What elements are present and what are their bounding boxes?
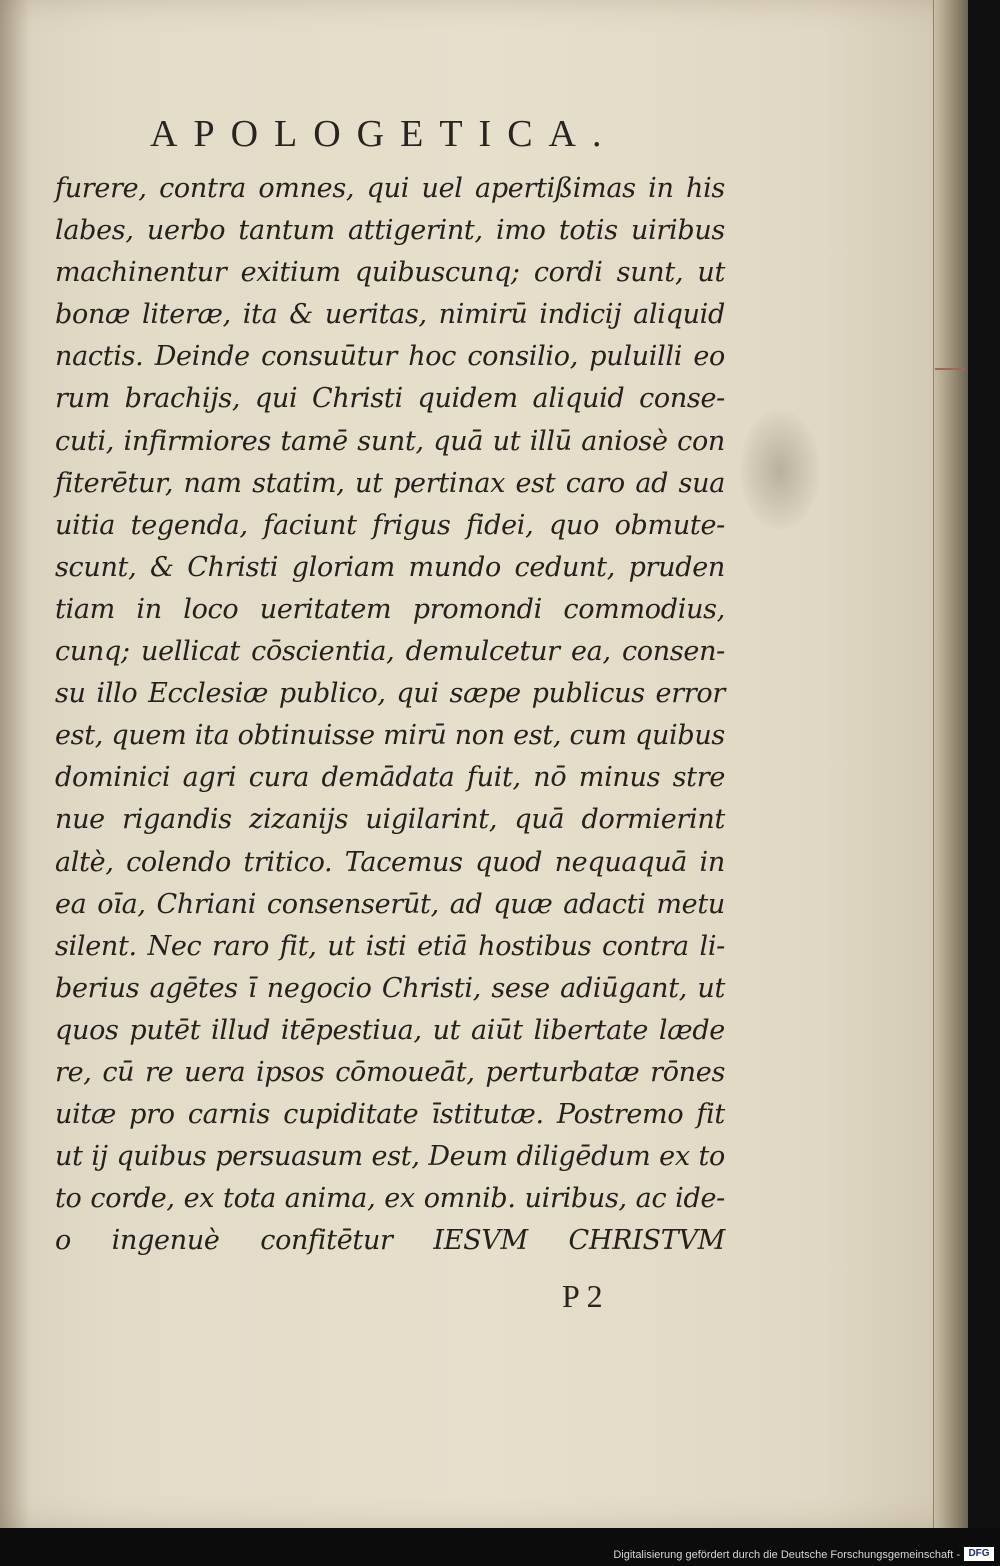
- text-line: uitia tegenda, faciunt frigus fidei, quo obmute-: [55, 509, 725, 541]
- text-line: labes, uerbo tantum attigerint, imo totis uiribus: [55, 215, 725, 247]
- text-line: silent. Nec raro fit, ut isti etiā hostibus contra li-: [55, 930, 725, 962]
- text-line: su illo Ecclesiæ publico, qui sæpe publicus error: [55, 678, 725, 710]
- text-line: tiam in loco ueritatem promondi commodius,: [55, 593, 725, 625]
- dfg-logo: DFG: [964, 1547, 994, 1561]
- body-text: [55, 168, 725, 1262]
- running-head: APOLOGETICA.: [150, 113, 618, 155]
- text-line: cunq; uellicat cōscientia, demulcetur ea, consen-: [55, 636, 725, 668]
- text-line: cuti, infirmiores tamē sunt, quā ut illū aniosè con: [55, 425, 725, 457]
- text-line: to corde, ex tota anima, ex omnib. uiribus, ac ide-: [55, 1183, 725, 1215]
- text-line: rum brachijs, qui Christi quidem aliquid conse-: [55, 383, 725, 415]
- funding-credit: Digitalisierung gefördert durch die Deutsche Forschungsgemeinschaft -: [613, 1549, 960, 1561]
- text-line: machinentur exitium quibuscunq; cordi sunt, ut: [55, 257, 725, 289]
- text-line: ut ij quibus persuasum est, Deum diligēdum ex to: [55, 1141, 725, 1173]
- text-line: altè, colendo tritico. Tacemus quod nequaquā in: [55, 846, 725, 878]
- text-line: o ingenuè confitētur IESVM CHRISTVM: [55, 1225, 725, 1257]
- gutter-shadow: [0, 0, 30, 1528]
- text-line: bonæ literæ, ita & ueritas, nimirū indicij aliquid: [55, 299, 725, 331]
- text-line: fiterētur, nam statim, ut pertinax est caro ad sua: [55, 467, 725, 499]
- text-line: furere, contra omnes, qui uel apertißimas in his: [55, 173, 725, 204]
- text-line: scunt, & Christi gloriam mundo cedunt, pruden: [55, 551, 725, 583]
- signature-mark: P 2: [562, 1278, 603, 1314]
- text-line: uitæ pro carnis cupiditate īstitutæ. Postremo fit: [55, 1099, 725, 1131]
- page-stain: [740, 410, 820, 530]
- text-line: berius agētes ī negocio Christi, sese adiūgant, ut: [55, 972, 725, 1004]
- page-edge: [933, 0, 968, 1528]
- text-line: est, quem ita obtinuisse mirū non est, cum quibus: [55, 720, 725, 752]
- text-line: dominici agri cura demādata fuit, nō minus stre: [55, 762, 725, 794]
- text-line: re, cū re uera ipsos cōmoueāt, perturbatæ rōnes: [55, 1056, 725, 1088]
- margin-mark: [935, 368, 965, 370]
- text-line: nactis. Deinde consuūtur hoc consilio, puluilli eo: [55, 341, 725, 373]
- text-line: nue rigandis zizanijs uigilarint, quā dormierint: [55, 804, 725, 836]
- text-line: quos putēt illud itēpestiua, ut aiūt libertate læde: [55, 1014, 725, 1046]
- text-line: ea oīa, Chriani consenserūt, ad quæ adacti metu: [55, 888, 725, 920]
